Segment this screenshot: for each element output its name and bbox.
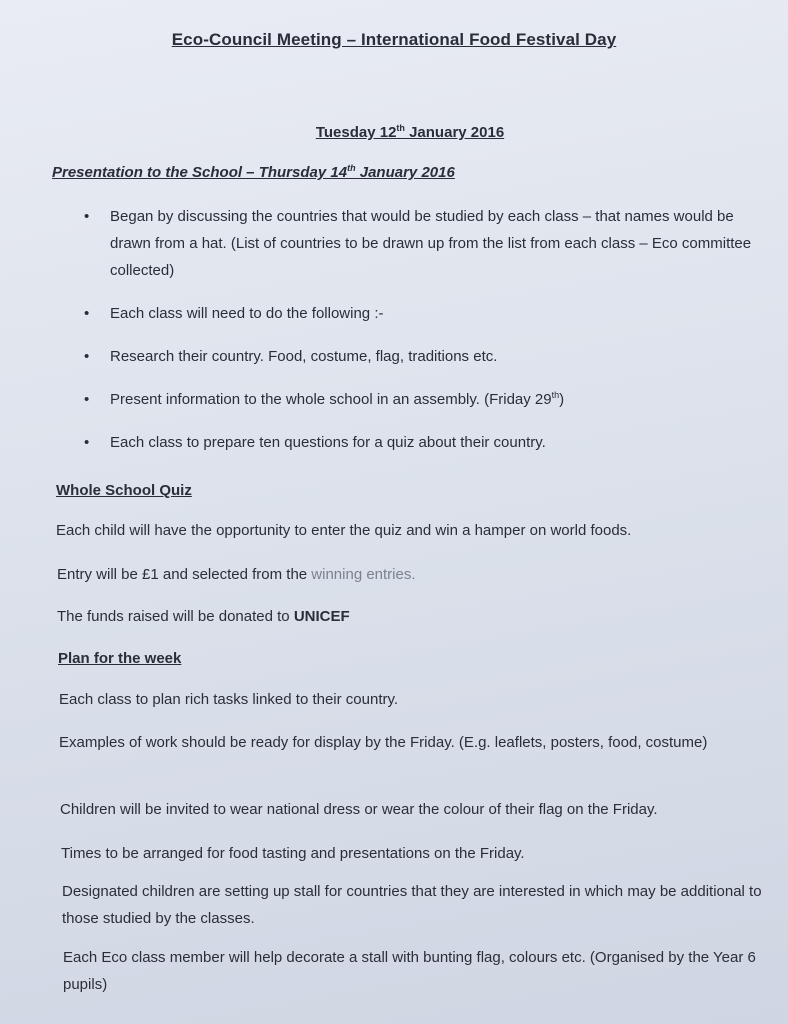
- plan-item-4: Times to be arranged for food tasting and presentations on the Friday.: [61, 845, 525, 862]
- list-item: [84, 429, 774, 456]
- plan-item-1: Each class to plan rich tasks linked to their country.: [59, 691, 399, 708]
- bullet-text: Present information to the whole school in an assembly. (Friday 29: [110, 391, 552, 408]
- plan-heading: Plan for the week: [58, 650, 182, 667]
- presentation-bullet-list: [84, 203, 774, 472]
- quiz-line-2: [57, 561, 769, 588]
- plan-item-2: Examples of work should be ready for display by the Friday. (E.g. leaflets, posters, food, costume): [59, 734, 708, 751]
- quiz-line-1: Each child will have the opportunity to enter the quiz and win a hamper on world foods.: [56, 522, 632, 539]
- date-sup: th: [396, 123, 405, 133]
- presentation-heading-sup: th: [347, 163, 356, 173]
- bullet-icon: •: [84, 305, 90, 322]
- plan-item-5: Designated children are setting up stall for countries that they are interested in which may be additional to those studied by the classes.: [62, 883, 762, 927]
- bullet-text: Research their country. Food, costume, flag, traditions etc.: [110, 348, 498, 365]
- plan-item-6: Each Eco class member will help decorate a stall with bunting flag, colours etc. (Organised by the Year 6 pupils): [63, 949, 756, 993]
- bullet-close: ): [559, 391, 565, 408]
- list-item: [84, 343, 774, 370]
- bullet-icon: •: [84, 391, 90, 408]
- bullet-icon: •: [84, 208, 90, 225]
- presentation-heading-prefix: Presentation to the School – Thursday 14: [52, 164, 348, 181]
- plan-item-3: Children will be invited to wear national dress or wear the colour of their flag on the Friday.: [60, 801, 658, 818]
- date-prefix: Tuesday 12: [315, 124, 397, 141]
- meeting-date: [0, 124, 788, 141]
- quiz-heading: Whole School Quiz: [56, 482, 192, 499]
- list-item: [84, 203, 774, 284]
- quiz-line-2-text: Entry will be £1 and selected from the: [57, 566, 312, 583]
- bullet-text: Each class will need to do the following :-: [110, 305, 384, 322]
- bullet-icon: •: [84, 434, 90, 451]
- bullet-sup: th: [551, 390, 560, 400]
- date-suffix: January 2016: [404, 124, 505, 141]
- bullet-icon: •: [84, 348, 90, 365]
- list-item: [84, 300, 774, 327]
- bullet-text: Each class to prepare ten questions for a quiz about their country.: [110, 434, 546, 451]
- quiz-line-2-faint: winning entries.: [311, 566, 416, 583]
- quiz-line-3-text: The funds raised will be donated to: [57, 608, 294, 625]
- list-item: [84, 386, 774, 413]
- presentation-heading-suffix: January 2016: [355, 164, 455, 181]
- document-title: Eco-Council Meeting – International Food Festival Day: [171, 30, 617, 49]
- quiz-line-3: [57, 603, 769, 630]
- quiz-line-3-bold: UNICEF: [293, 608, 350, 625]
- presentation-heading: [52, 164, 455, 181]
- bullet-text: Began by discussing the countries that would be studied by each class – that names would be drawn from a hat. (List of countries to be drawn up from the list from each class – Eco committee collected): [110, 208, 752, 279]
